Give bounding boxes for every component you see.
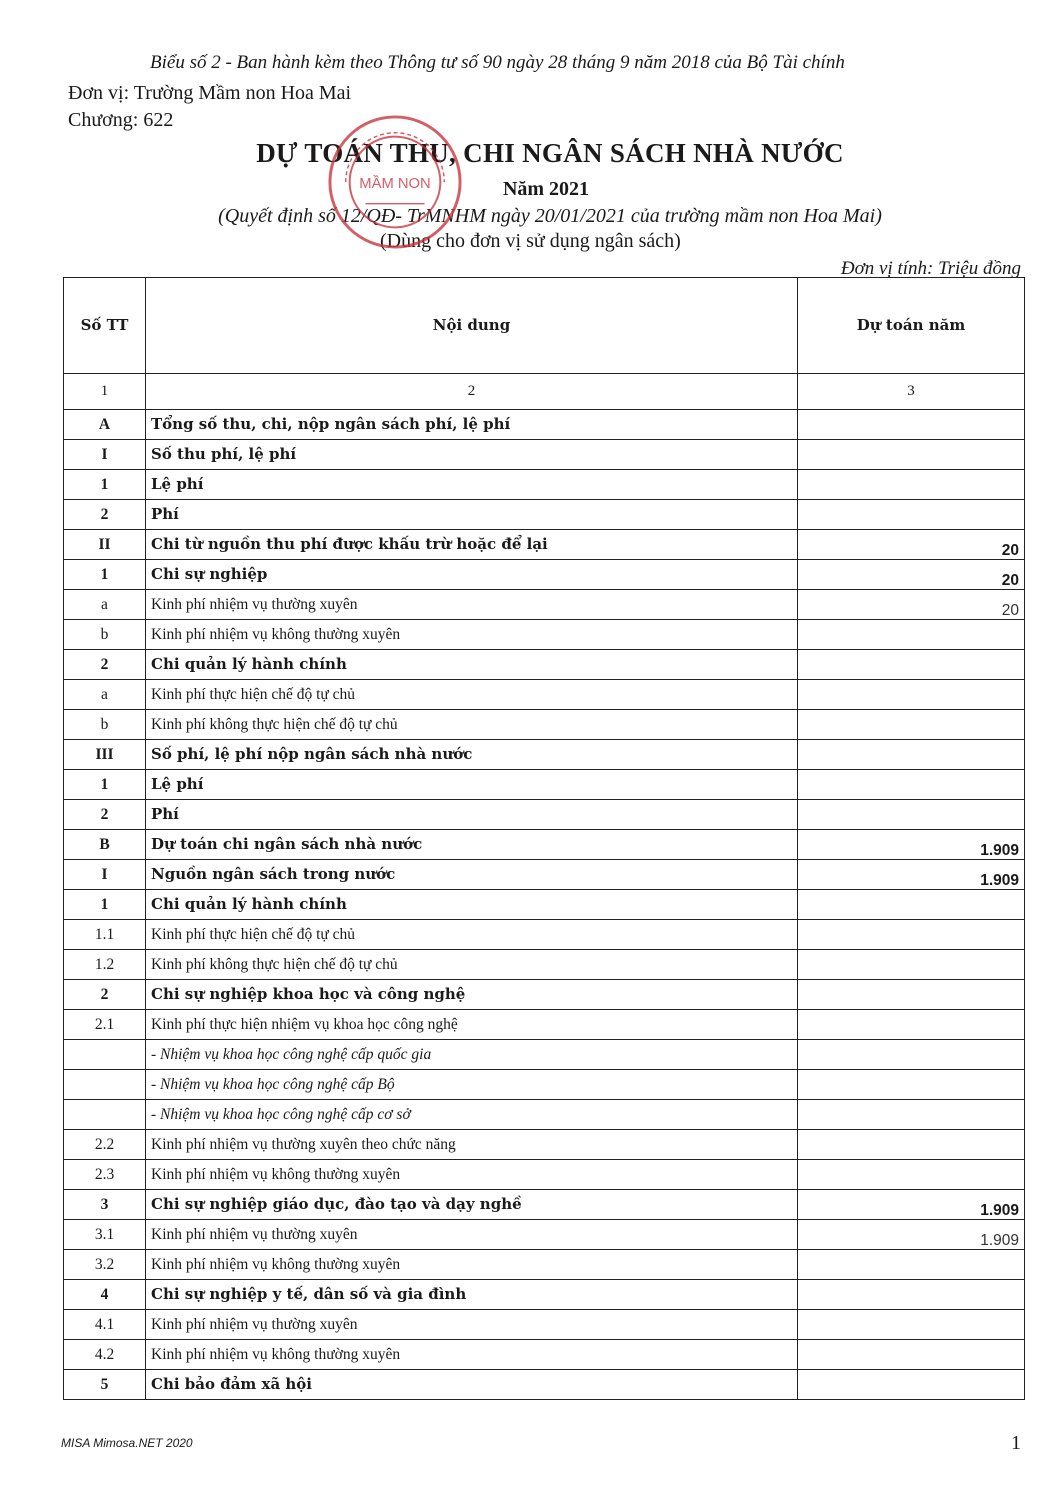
row-amount bbox=[798, 1280, 1025, 1310]
table-row bbox=[64, 1190, 1025, 1220]
currency-unit: Đơn vị tính: Triệu đồng bbox=[840, 258, 1021, 279]
row-content: Tổng số thu, chi, nộp ngân sách phí, lệ phí bbox=[146, 410, 798, 440]
row-number: 2.3 bbox=[64, 1160, 146, 1190]
table-row bbox=[64, 740, 1025, 770]
row-amount bbox=[798, 1250, 1025, 1280]
row-number: b bbox=[64, 710, 146, 740]
row-amount: 20 bbox=[798, 560, 1025, 590]
row-content: Kinh phí nhiệm vụ thường xuyên bbox=[146, 1220, 798, 1250]
row-number: 3.2 bbox=[64, 1250, 146, 1280]
column-number: 3 bbox=[798, 374, 1025, 410]
header-annual-estimate: Dự toán năm bbox=[798, 278, 1025, 374]
table-row bbox=[64, 1280, 1025, 1310]
budget-table-body bbox=[64, 410, 1025, 1400]
row-number: 3 bbox=[64, 1190, 146, 1220]
table-row bbox=[64, 1250, 1025, 1280]
row-amount: 1.909 bbox=[798, 830, 1025, 860]
row-amount bbox=[798, 470, 1025, 500]
row-content: - Nhiệm vụ khoa học công nghệ cấp cơ sở bbox=[146, 1100, 798, 1130]
row-number: 2.1 bbox=[64, 1010, 146, 1040]
row-amount: 20 bbox=[798, 530, 1025, 560]
row-amount bbox=[798, 800, 1025, 830]
table-row bbox=[64, 980, 1025, 1010]
row-amount bbox=[798, 980, 1025, 1010]
table-row bbox=[64, 1220, 1025, 1250]
row-content: - Nhiệm vụ khoa học công nghệ cấp Bộ bbox=[146, 1070, 798, 1100]
row-content: Kinh phí nhiệm vụ không thường xuyên bbox=[146, 1160, 798, 1190]
row-number: 1 bbox=[64, 470, 146, 500]
row-content: Kinh phí nhiệm vụ thường xuyên bbox=[146, 590, 798, 620]
row-number: 4.2 bbox=[64, 1340, 146, 1370]
row-number: a bbox=[64, 590, 146, 620]
table-row bbox=[64, 410, 1025, 440]
row-content: Chi sự nghiệp giáo dục, đào tạo và dạy nghề bbox=[146, 1190, 798, 1220]
official-seal-stamp bbox=[326, 113, 464, 251]
table-row bbox=[64, 950, 1025, 980]
document-title: DỰ TOÁN THU, CHI NGÂN SÁCH NHÀ NƯỚC bbox=[256, 138, 844, 168]
row-amount: 1.909 bbox=[798, 1220, 1025, 1250]
row-amount bbox=[798, 620, 1025, 650]
row-content: Chi quản lý hành chính bbox=[146, 890, 798, 920]
row-content: Chi từ nguồn thu phí được khấu trừ hoặc để lại bbox=[146, 530, 798, 560]
budget-table bbox=[63, 277, 1025, 1400]
row-amount bbox=[798, 440, 1025, 470]
row-amount: 20 bbox=[798, 590, 1025, 620]
row-amount bbox=[798, 890, 1025, 920]
table-row bbox=[64, 1160, 1025, 1190]
row-amount bbox=[798, 740, 1025, 770]
row-number: 1.2 bbox=[64, 950, 146, 980]
table-row bbox=[64, 560, 1025, 590]
row-content: Lệ phí bbox=[146, 470, 798, 500]
row-number: I bbox=[64, 440, 146, 470]
table-row bbox=[64, 770, 1025, 800]
table-row bbox=[64, 650, 1025, 680]
stamp-text: MẦM NON bbox=[359, 175, 431, 192]
row-content: Kinh phí nhiệm vụ không thường xuyên bbox=[146, 1250, 798, 1280]
table-row bbox=[64, 1070, 1025, 1100]
table-row bbox=[64, 800, 1025, 830]
row-amount bbox=[798, 1340, 1025, 1370]
row-number: A bbox=[64, 410, 146, 440]
row-number: 2 bbox=[64, 650, 146, 680]
header-content: Nội dung bbox=[146, 278, 798, 374]
row-content: Chi quản lý hành chính bbox=[146, 650, 798, 680]
table-row bbox=[64, 1100, 1025, 1130]
row-amount bbox=[798, 770, 1025, 800]
table-row bbox=[64, 470, 1025, 500]
row-amount bbox=[798, 1310, 1025, 1340]
row-content: Kinh phí nhiệm vụ thường xuyên theo chức năng bbox=[146, 1130, 798, 1160]
chapter-code: Chương: 622 bbox=[68, 109, 174, 131]
table-row bbox=[64, 590, 1025, 620]
row-amount: 1.909 bbox=[798, 1190, 1025, 1220]
table-row bbox=[64, 1340, 1025, 1370]
row-number bbox=[64, 1040, 146, 1070]
row-amount bbox=[798, 1070, 1025, 1100]
row-number: 4 bbox=[64, 1280, 146, 1310]
row-number: 2 bbox=[64, 980, 146, 1010]
table-row bbox=[64, 710, 1025, 740]
table-row bbox=[64, 1010, 1025, 1040]
row-number: III bbox=[64, 740, 146, 770]
row-number: 1 bbox=[64, 770, 146, 800]
column-number: 1 bbox=[64, 374, 146, 410]
row-number: 3.1 bbox=[64, 1220, 146, 1250]
unit-name: Đơn vị: Trường Mầm non Hoa Mai bbox=[68, 82, 352, 104]
row-amount: 1.909 bbox=[798, 860, 1025, 890]
row-content: Kinh phí nhiệm vụ thường xuyên bbox=[146, 1310, 798, 1340]
row-amount bbox=[798, 1040, 1025, 1070]
budget-year: Năm 2021 bbox=[502, 178, 590, 200]
row-number: 2 bbox=[64, 800, 146, 830]
row-content: Phí bbox=[146, 800, 798, 830]
row-content: Kinh phí không thực hiện chế độ tự chủ bbox=[146, 950, 798, 980]
row-content: Chi bảo đảm xã hội bbox=[146, 1370, 798, 1400]
row-amount bbox=[798, 680, 1025, 710]
row-content: Kinh phí thực hiện chế độ tự chủ bbox=[146, 680, 798, 710]
row-amount bbox=[798, 950, 1025, 980]
row-content: Chi sự nghiệp khoa học và công nghệ bbox=[146, 980, 798, 1010]
table-header-row bbox=[64, 278, 1025, 374]
table-row bbox=[64, 860, 1025, 890]
row-content: Kinh phí không thực hiện chế độ tự chủ bbox=[146, 710, 798, 740]
row-amount bbox=[798, 1160, 1025, 1190]
row-content: Phí bbox=[146, 500, 798, 530]
table-row bbox=[64, 920, 1025, 950]
row-number: 1.1 bbox=[64, 920, 146, 950]
header-stt: Số TT bbox=[64, 278, 146, 374]
column-number-row bbox=[64, 374, 1025, 410]
row-content: Số thu phí, lệ phí bbox=[146, 440, 798, 470]
row-number: 1 bbox=[64, 560, 146, 590]
table-row bbox=[64, 500, 1025, 530]
row-content: Dự toán chi ngân sách nhà nước bbox=[146, 830, 798, 860]
row-number: 5 bbox=[64, 1370, 146, 1400]
row-amount bbox=[798, 710, 1025, 740]
table-row bbox=[64, 1310, 1025, 1340]
row-content: Kinh phí nhiệm vụ không thường xuyên bbox=[146, 620, 798, 650]
table-row bbox=[64, 1370, 1025, 1400]
decision-reference: (Quyết định số 12/QĐ- TrMNHM ngày 20/01/2021 của trường mầm non Hoa Mai) bbox=[218, 205, 882, 227]
table-row bbox=[64, 830, 1025, 860]
row-number: 4.1 bbox=[64, 1310, 146, 1340]
row-number: b bbox=[64, 620, 146, 650]
row-number: 2.2 bbox=[64, 1130, 146, 1160]
row-amount bbox=[798, 1010, 1025, 1040]
software-credit: MISA Mimosa.NET 2020 bbox=[61, 1436, 193, 1450]
row-content: Số phí, lệ phí nộp ngân sách nhà nước bbox=[146, 740, 798, 770]
table-row bbox=[64, 620, 1025, 650]
row-number: I bbox=[64, 860, 146, 890]
table-row bbox=[64, 440, 1025, 470]
row-number: a bbox=[64, 680, 146, 710]
row-amount bbox=[798, 500, 1025, 530]
row-number: 2 bbox=[64, 500, 146, 530]
row-content: Lệ phí bbox=[146, 770, 798, 800]
row-number bbox=[64, 1100, 146, 1130]
row-amount bbox=[798, 1130, 1025, 1160]
page-number: 1 bbox=[1011, 1432, 1021, 1454]
row-content: Chi sự nghiệp bbox=[146, 560, 798, 590]
row-amount bbox=[798, 650, 1025, 680]
row-amount bbox=[798, 1370, 1025, 1400]
row-number: II bbox=[64, 530, 146, 560]
row-number bbox=[64, 1070, 146, 1100]
table-row bbox=[64, 530, 1025, 560]
row-amount bbox=[798, 1100, 1025, 1130]
row-content: Nguồn ngân sách trong nước bbox=[146, 860, 798, 890]
row-number: B bbox=[64, 830, 146, 860]
row-content: Chi sự nghiệp y tế, dân số và gia đình bbox=[146, 1280, 798, 1310]
row-content: Kinh phí thực hiện nhiệm vụ khoa học công nghệ bbox=[146, 1010, 798, 1040]
column-number: 2 bbox=[146, 374, 798, 410]
row-amount bbox=[798, 410, 1025, 440]
table-row bbox=[64, 890, 1025, 920]
table-row bbox=[64, 1130, 1025, 1160]
row-content: Kinh phí nhiệm vụ không thường xuyên bbox=[146, 1340, 798, 1370]
row-number: 1 bbox=[64, 890, 146, 920]
table-row bbox=[64, 680, 1025, 710]
row-content: Kinh phí thực hiện chế độ tự chủ bbox=[146, 920, 798, 950]
usage-note: (Dùng cho đơn vị sử dụng ngân sách) bbox=[380, 230, 681, 252]
form-reference: Biểu số 2 - Ban hành kèm theo Thông tư số 90 ngày 28 tháng 9 năm 2018 của Bộ Tài chính bbox=[150, 52, 845, 73]
table-row bbox=[64, 1040, 1025, 1070]
row-amount bbox=[798, 920, 1025, 950]
row-content: - Nhiệm vụ khoa học công nghệ cấp quốc gia bbox=[146, 1040, 798, 1070]
